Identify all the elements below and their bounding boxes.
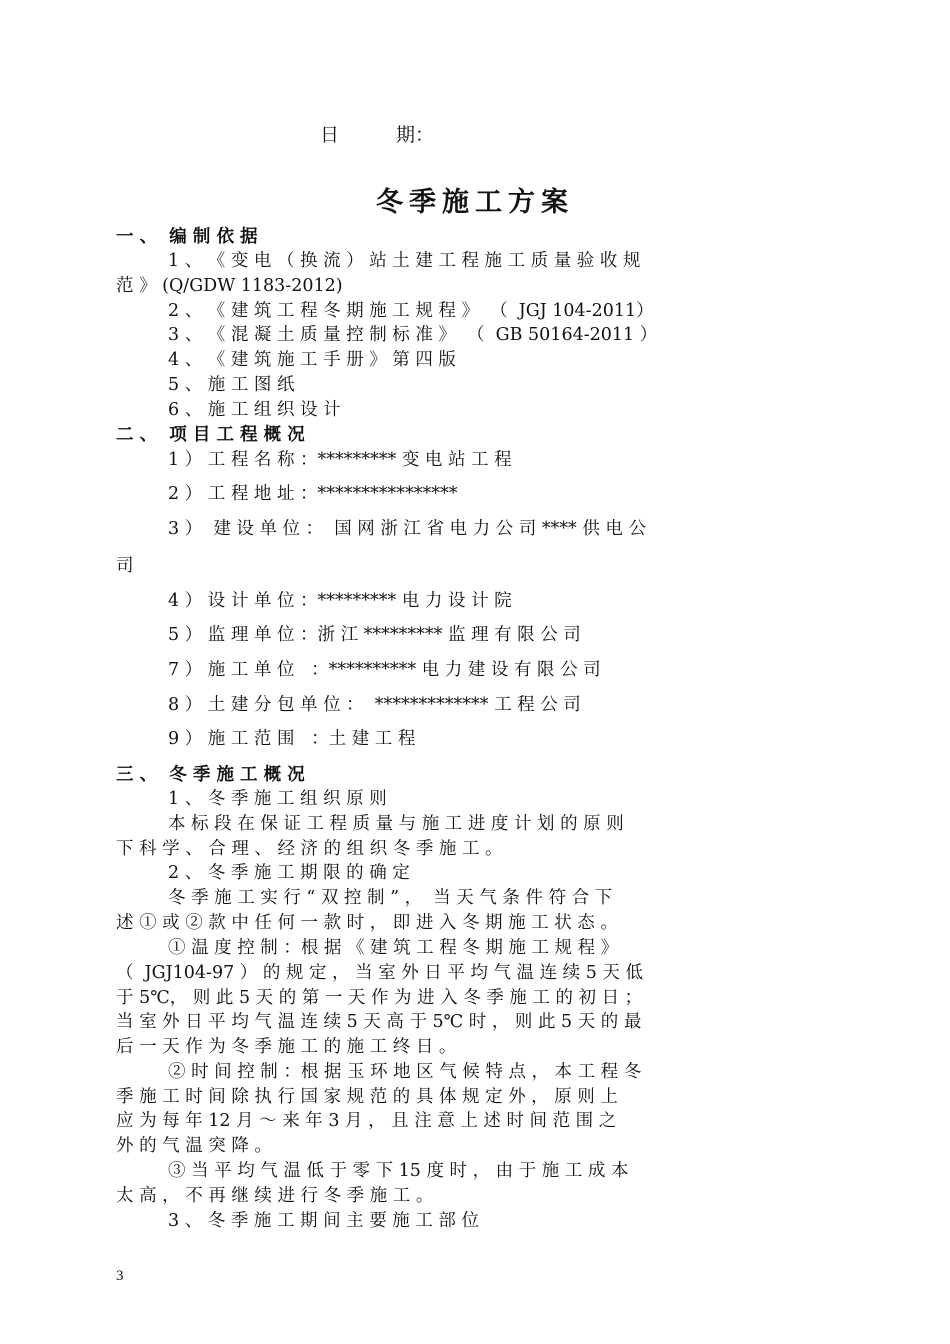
project-info-item: 7 ） 施 工 单 位 ：********** 电 力 建 设 有 限 公 司 (168, 660, 601, 680)
subsection-heading: 1 、 冬 季 施 工 组 织 原 则 (168, 789, 387, 809)
body-text: 本 标 段 在 保 证 工 程 质 量 与 施 工 进 度 计 划 的 原 则 (168, 814, 624, 834)
reference-item-continuation: 范 》 (Q/GDW 1183-2012) (116, 276, 343, 296)
section-heading: 一 、 编 制 依 据 (116, 227, 258, 247)
body-text: 于 5℃， 则 此 5 天 的 第 一 天 作 为 进 入 冬 季 施 工 的 初 日 ； (116, 988, 643, 1008)
page-number: 3 (116, 1268, 124, 1284)
subsection-heading: 2 、 冬 季 施 工 期 限 的 确 定 (168, 863, 410, 883)
body-text: 冬 季 施 工 实 行 “ 双 控 制 ” ， 当 天 气 条 件 符 合 下 (168, 888, 613, 908)
body-text: 应 为 每 年 12 月 ～ 来 年 3 月 ， 且 注 意 上 述 时 间 范 围 之 (116, 1111, 617, 1131)
project-info-item: 8 ） 土 建 分 包 单 位 ： ************* 工 程 公 司 (168, 695, 581, 715)
body-text: ① 温 度 控 制 ：根 据 《 建 筑 工 程 冬 期 施 工 规 程 》 (168, 938, 619, 958)
body-text: （ JGJ104-97 ） 的 规 定 ， 当 室 外 日 平 均 气 温 连 续 5 天 低 (116, 963, 643, 983)
reference-item: 4 、 《 建 筑 施 工 手 册 》 第 四 版 (168, 350, 456, 370)
section-heading: 三 、 冬 季 施 工 概 况 (116, 765, 305, 785)
section-heading: 二 、 项 目 工 程 概 况 (116, 425, 305, 445)
reference-item: 6 、 施 工 组 织 设 计 (168, 400, 341, 420)
project-info-item: 2 ） 工 程 地 址 ：**************** (168, 484, 458, 504)
reference-item: 2 、 《 建 筑 工 程 冬 期 施 工 规 程 》 （ JGJ 104-2011） (168, 301, 654, 321)
subsection-heading: 3 、 冬 季 施 工 期 间 主 要 施 工 部 位 (168, 1211, 479, 1231)
reference-item: 5 、 施 工 图 纸 (168, 375, 295, 395)
body-text: 外 的 气 温 突 降 。 (116, 1136, 272, 1156)
project-info-item: 4 ） 设 计 单 位 ：********* 电 力 设 计 院 (168, 591, 512, 611)
body-text: 述 ① 或 ② 款 中 任 何 一 款 时 ， 即 进 入 冬 期 施 工 状 态 。 (116, 913, 618, 933)
project-info-item: 3 ） 建 设 单 位 ： 国 网 浙 江 省 电 力 公 司 **** 供 电 公 (168, 519, 646, 539)
body-text: 后 一 天 作 为 冬 季 施 工 的 施 工 终 日 。 (116, 1037, 457, 1057)
reference-item: 1 、 《 变 电 （ 换 流 ） 站 土 建 工 程 施 工 质 量 验 收 规 (168, 251, 641, 271)
body-text: ③ 当 平 均 气 温 低 于 零 下 15 度 时 ， 由 于 施 工 成 本 (168, 1161, 629, 1181)
project-info-item: 1 ） 工 程 名 称 ：********* 变 电 站 工 程 (168, 450, 512, 470)
body-text: 下 科 学 、 合 理 、 经 济 的 组 织 冬 季 施 工 。 (116, 839, 503, 859)
document-title: 冬季施工方案 (376, 187, 574, 218)
body-text: ② 时 间 控 制 ：根 据 玉 环 地 区 气 候 特 点 ， 本 工 程 冬 (168, 1062, 642, 1082)
body-text: 季 施 工 时 间 除 执 行 国 家 规 范 的 具 体 规 定 外 ， 原 则 上 (116, 1087, 618, 1107)
project-info-item: 5 ） 监 理 单 位 ：浙 江 ********* 监 理 有 限 公 司 (168, 625, 581, 645)
body-text: 太 高 ， 不 再 继 续 进 行 冬 季 施 工 。 (116, 1186, 434, 1206)
body-text: 当 室 外 日 平 均 气 温 连 续 5 天 高 于 5℃ 时 ， 则 此 5 天 的 最 (116, 1012, 642, 1032)
project-info-item-continuation: 司 (116, 556, 134, 576)
date-label: 日 期： (320, 124, 435, 146)
reference-item: 3 、 《 混 凝 土 质 量 控 制 标 准 》 （ GB 50164-2011 ） (168, 325, 658, 345)
project-info-item: 9 ） 施 工 范 围 ：土 建 工 程 (168, 729, 416, 749)
